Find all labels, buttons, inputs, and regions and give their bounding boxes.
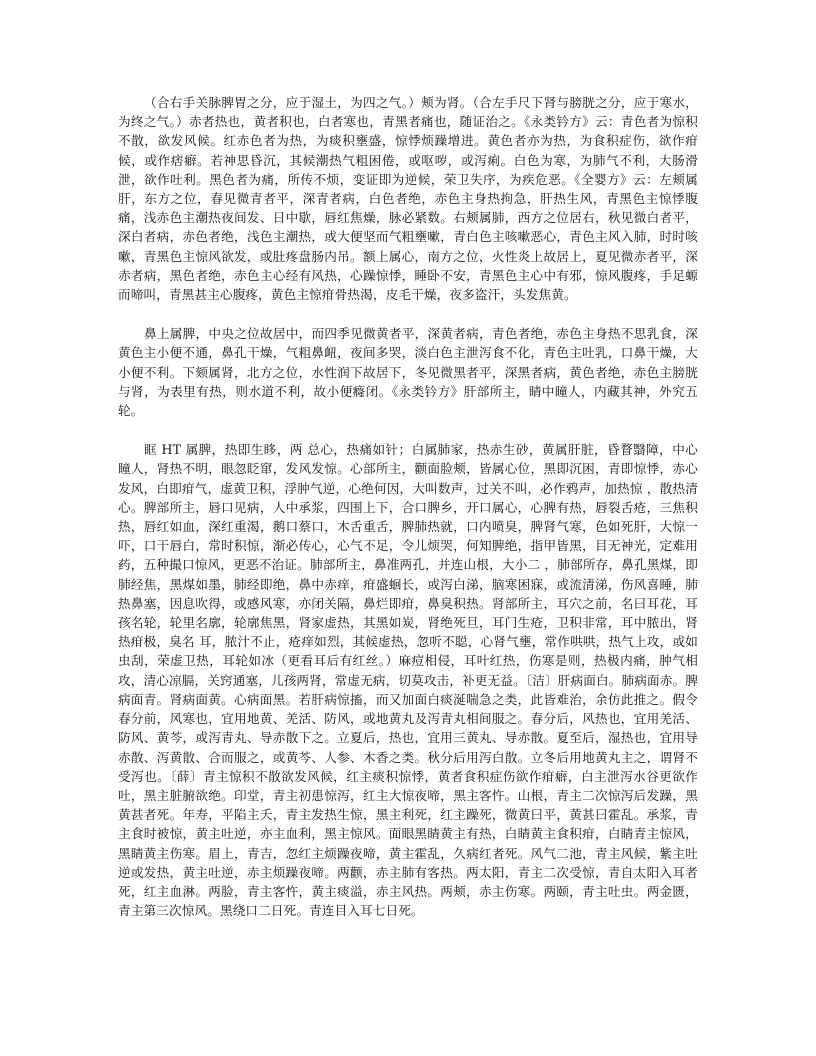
document-page: [118, 93, 698, 920]
paragraph-nose-chin: 鼻上属脾，中央之位故居中，而四季见微黄者平，深黄者病，青色者绝，赤色主身热不思乳食，深黄色主小便不通，鼻孔干燥，气粗鼻衄，夜间多哭，淡白色主泄泻食不化，青色主吐乳，口鼻干燥，大小便不利。下颏属肾，北方之位，水性润下故居下，冬见微黑者平，深黑者病，黄色者绝，赤色主膀胱与肾，为表里有热，则水道不利，故小便癃闭。《永类钤方》肝部所主，睛中瞳人，内藏其神，外究五轮。: [118, 326, 698, 419]
paragraph-organ-regions: 眶 HT 属脾，热即生眵，两 总心，热痛如针；白属肺家，热赤生砂，黄属肝脏，昏瞀翳障，中心瞳人，肾热不明，眼忽眨窜，发风发惊。心部所主，颧面脸颊，皆属心位，黑即沉困，青即惊悸，赤心发风，白即疳气，虚黄卫积，浮肿气逆，心绝何因，大叫数声，过关不叫，必作鸦声，加热惊 ，散热清心。脾部所主，唇口见病，人中承浆，四围上下，合口脾乡，开口属心，心脾有热，唇裂舌疮，三焦积热，唇红如血，深红重渴，鹅口蔡口，木舌重舌，脾肺热就，口内喷臭，脾肾气寒，色如死肝，大惊一吓，口干唇白，常时积惊，渐必传心，心气不足，令儿烦哭，何知脾绝，指甲皆黑，目无神光，定难用药，五种撮口惊风，更恶不治证。肺部所主，鼻准两孔，并连山根，大小二 ，肺部所存，鼻孔黑煤，即肺经焦，黑煤如墨，肺经即绝，鼻中赤痒，疳盛蛔长，或泻白涕，脑寒困寐，或流清涕，伤风喜睡，肺热鼻塞，因息吹得，或感风寒，亦闭关隔，鼻烂即疳，鼻臭积热。肾部所主，耳穴之前，名曰耳花，耳孩名轮，轮里名廓，轮廓焦黑，肾家虚热，其黑如炭，肾绝死旦，耳门生疮，卫积非常，耳中脓出，肾热疳极，臭名 耳，脓汁不止，疮痒如烈，其候虚热，忽听不聪，心肾气壅，常作哄哄，热气上攻，或如虫刮，荣虚卫热，耳轮如冰（更看耳后有红丝。）麻痘相侵，耳叶红热，伤寒是则，热极内痛，肿气相攻，清心凉膈，关窍通塞，儿孩两肾，常虚无病，切莫攻击，补更无益。〔洁〕肝病面白。肺病面赤。脾病面青。肾病面黄。心病面黑。若肝病惊搐，而又加面白痰涎喘急之类，此皆难治，余仿此推之。假令春分前，风寒也，宜用地黄、羌活、防风，或地黄丸及泻青丸相间服之。春分后，风热也，宜用羌活、防风、黄芩，或泻青丸、导赤散下之。立夏后，热也，宜用三黄丸、导赤散。夏至后，湿热也，宜用导赤散、泻黄散、合而服之，或黄芩、人参、木香之类。秋分后用泻白散。立冬后用地黄丸主之，谓肾不受泻也。〔薛〕青主惊积不散欲发风候，红主痰积惊悸，黄者食积症伤欲作疳癖，白主泄泻水谷更欲作吐，黑主脏腑欲绝。印堂，青主初患惊泻，红主大惊夜啼，黑主客忤。山根，青主二次惊泻后发躁，黑黄甚者死。年寿，平陷主夭，青主发热生惊，黑主利死，红主躁死，微黄曰平，黄甚曰霍乱。承浆，青主食时被惊，黄主吐逆，亦主血利，黑主惊风。面眼黑睛黄主有热，白睛黄主食积疳，白睛青主惊风，黑睛黄主伤寒。眉上，青吉，忽红主烦躁夜啼，黄主霍乱，久病红者死。风气二池，青主风候，紫主吐逆或发热，黄主吐逆，赤主烦躁夜啼。两颧，赤主肺有客热。两太阳，青主二次受惊，青自太阳入耳者死，红主血淋。两脸，青主客忤，黄主痰溢，赤主风热。两颊，赤主伤寒。两颐，青主吐虫。两金匮，青主第三次惊风。黑绕口二日死。青连目入耳七日死。: [118, 442, 698, 919]
paragraph-face-colors: （合右手关脉脾胃之分，应于湿土，为四之气。）颊为肾。（合左手尺下肾与膀胱之分，应于寒水，为终之气。）赤者热也，黄者积也，白者寒也，青黑者痛也，随证治之。《永类钤方》云：青色者为惊积不散，欲发风候。红赤色者为热，为痰积壅盛，惊悸烦躁增进。黄色者亦为热，为食积症伤，欲作疳候，或作痞癖。若神思昏沉，其候潮热气粗困倦，或呕哕，或泻痢。白色为寒，为肺气不利，大肠滑泄，欲作吐利。黑色者为痛，所传不烦，变证即为逆候，荣卫失序，为疾危恶。《全婴方》云：左颊属肝，东方之位，春见微青者平，深青者病，白色者绝，赤色主身热拘急，肝热生风，青黑色主惊悸腹痛，浅赤色主潮热夜间发、日中歇，唇红焦燥，脉必紧数。右颊属肺，西方之位居右，秋见微白者平，深白者病，赤色者绝，浅色主潮热，或大便坚而气粗壅嗽，青白色主咳嗽恶心，青色主风入肺，时时咳嗽，青黑色主惊风欲发，或肚疼盘肠内吊。额上属心，南方之位，火性炎上故居上，夏见微赤者平，深赤者病，黑色者绝，赤色主心经有风热，心躁惊悸，睡卧不安，青黑色主心中有邪，惊风腹疼，手足螈 而啼叫，青黑甚主心腹疼，黄色主惊疳骨热渴，皮毛干燥，夜多盗汗，头发焦黄。: [118, 95, 698, 303]
